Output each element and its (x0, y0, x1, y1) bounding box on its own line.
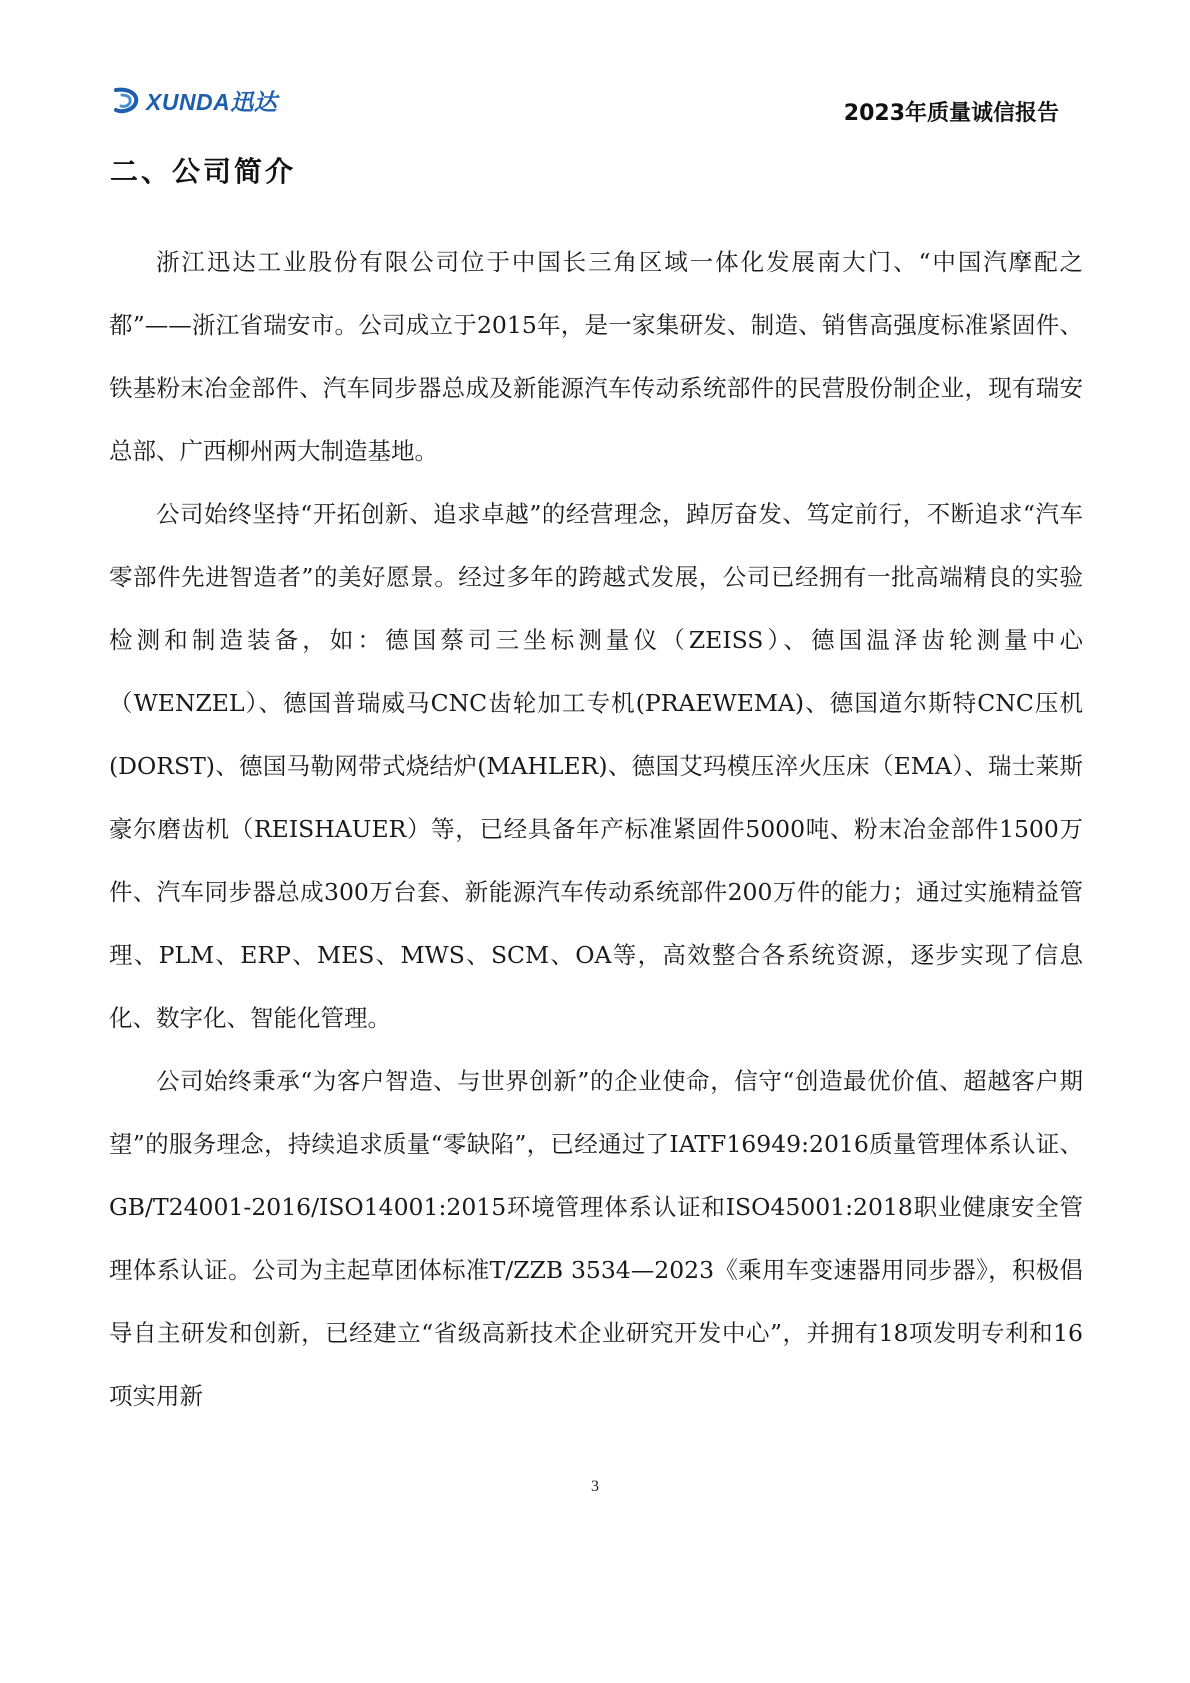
xunda-logo-icon (110, 86, 142, 116)
company-logo (110, 84, 277, 117)
section-heading: 二、公司简介 (110, 155, 297, 188)
paragraph-mission: 公司始终秉承“为客户智造、与世界创新”的企业使命，信守“创造最优价值、超越客户期望”的服务理念，持续追求质量“零缺陷”，已经通过了IATF16949:2016质量管理体系认证、GB/T24001-2016/ISO14001:2015环境管理体系认证和ISO45001:2018职业健康安全管理体系认证。公司为主起草团体标准T/ZZB 3534—2023《乘用车变速器用同步器》，积极倡导自主研发和创新，已经建立“省级高新技术企业研究开发中心”，并拥有18项发明专利和16项实用新 (109, 1067, 1083, 1410)
logo-text: XUNDA迅达 (146, 89, 278, 115)
paragraph-equipment: 公司始终坚持“开拓创新、追求卓越”的经营理念，踔厉奋发、笃定前行，不断追求“汽车零部件先进智造者”的美好愿景。经过多年的跨越式发展，公司已经拥有一批高端精良的实验检测和制造装备，如：德国蔡司三坐标测量仪（ZEISS）、德国温泽齿轮测量中心（WENZEL）、德国普瑞威马CNC齿轮加工专机(PRAEWEMA)、德国道尔斯特CNC压机(DORST)、德国马勒网带式烧结炉(MAHLER)、德国艾玛模压淬火压床（EMA）、瑞士莱斯豪尔磨齿机（REISHAUER）等，已经具备年产标准紧固件5000吨、粉末冶金部件1500万件、汽车同步器总成300万台套、新能源汽车传动系统部件200万件的能力；通过实施精益管理、PLM、ERP、MES、MWS、SCM、OA等，高效整合各系统资源，逐步实现了信息化、数字化、智能化管理。 (109, 500, 1083, 1032)
body-text (109, 231, 1083, 1428)
page-number: 3 (591, 1478, 599, 1495)
report-title: 2023年质量诚信报告 (843, 101, 1059, 126)
paragraph-intro: 浙江迅达工业股份有限公司位于中国长三角区域一体化发展南大门、“中国汽摩配之都”——浙江省瑞安市。公司成立于2015年，是一家集研发、制造、销售高强度标准紧固件、铁基粉末冶金部件、汽车同步器总成及新能源汽车传动系统部件的民营股份制企业，现有瑞安总部、广西柳州两大制造基地。 (109, 248, 1083, 465)
